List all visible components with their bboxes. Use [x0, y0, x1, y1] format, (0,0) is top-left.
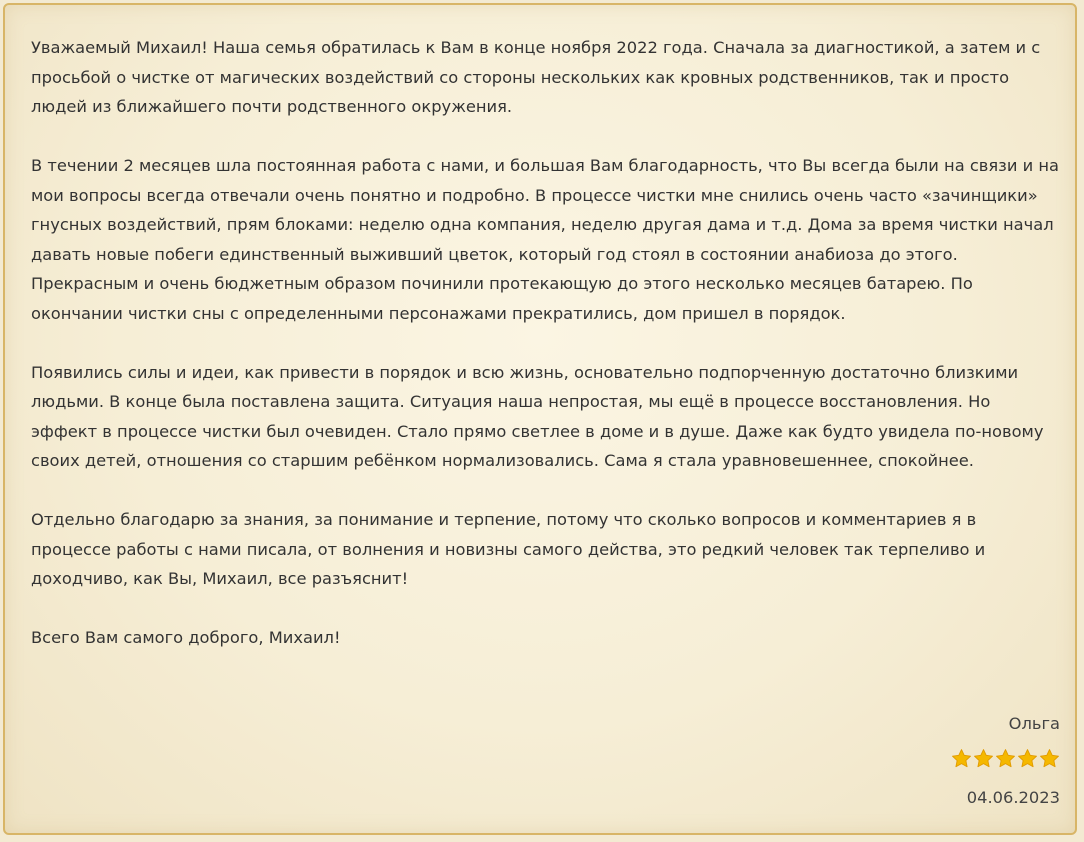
- review-text: [31, 33, 1061, 682]
- review-card: [3, 3, 1077, 835]
- star-icon: [973, 748, 994, 769]
- review-author: Ольга: [1008, 714, 1060, 733]
- rating-stars: [951, 748, 1060, 769]
- review-paragraph-3: Появились силы и идеи, как привести в порядок и всю жизнь, основательно подпорченную достаточно близкими людьми. В конце была поставлена защита. Ситуация наша непростая, мы ещё в процессе восстановления. Но эффект в процессе чистки был очевиден. Стало прямо светлее в доме и в душе. Даже как будто увидела по-новому своих детей, отношения со старшим ребёнком нормализовались. Сама я стала уравновешеннее, спокойнее.: [31, 362, 1044, 470]
- review-paragraph-2: В течении 2 месяцев шла постоянная работа с нами, и большая Вам благодарность, что Вы всегда были на связи и на мои вопросы всегда отвечали очень понятно и подробно. В процессе чистки мне снились очень часто «зачинщики» гнусных воздействий, прям блоками: неделю одна компания, неделю другая дама и т.д. Дома за время чистки начал давать новые побеги единственный выживший цветок, который год стоял в состоянии анабиоза до этого. Прекрасным и очень бюджетным образом починили протекающую до этого несколько месяцев батарею. По окончании чистки сны с определенными персонажами прекратились, дом пришел в порядок.: [31, 156, 1059, 323]
- star-icon: [1039, 748, 1060, 769]
- star-icon: [995, 748, 1016, 769]
- review-closing: Всего Вам самого доброго, Михаил!: [31, 628, 341, 647]
- star-icon: [1017, 748, 1038, 769]
- review-paragraph-4: Отдельно благодарю за знания, за понимание и терпение, потому что сколько вопросов и комментариев я в процессе работы с нами писала, от волнения и новизны самого действа, это редкий человек так терпеливо и доходчиво, как Вы, Михаил, все разъяснит!: [31, 510, 986, 588]
- star-icon: [951, 748, 972, 769]
- review-paragraph-1: Уважаемый Михаил! Наша семья обратилась к Вам в конце ноября 2022 года. Сначала за диагностикой, а затем и с просьбой о чистке от магических воздействий со стороны нескольких как кровных родственников, так и просто людей из ближайшего почти родственного окружения.: [31, 38, 1041, 116]
- review-date: 04.06.2023: [966, 788, 1060, 807]
